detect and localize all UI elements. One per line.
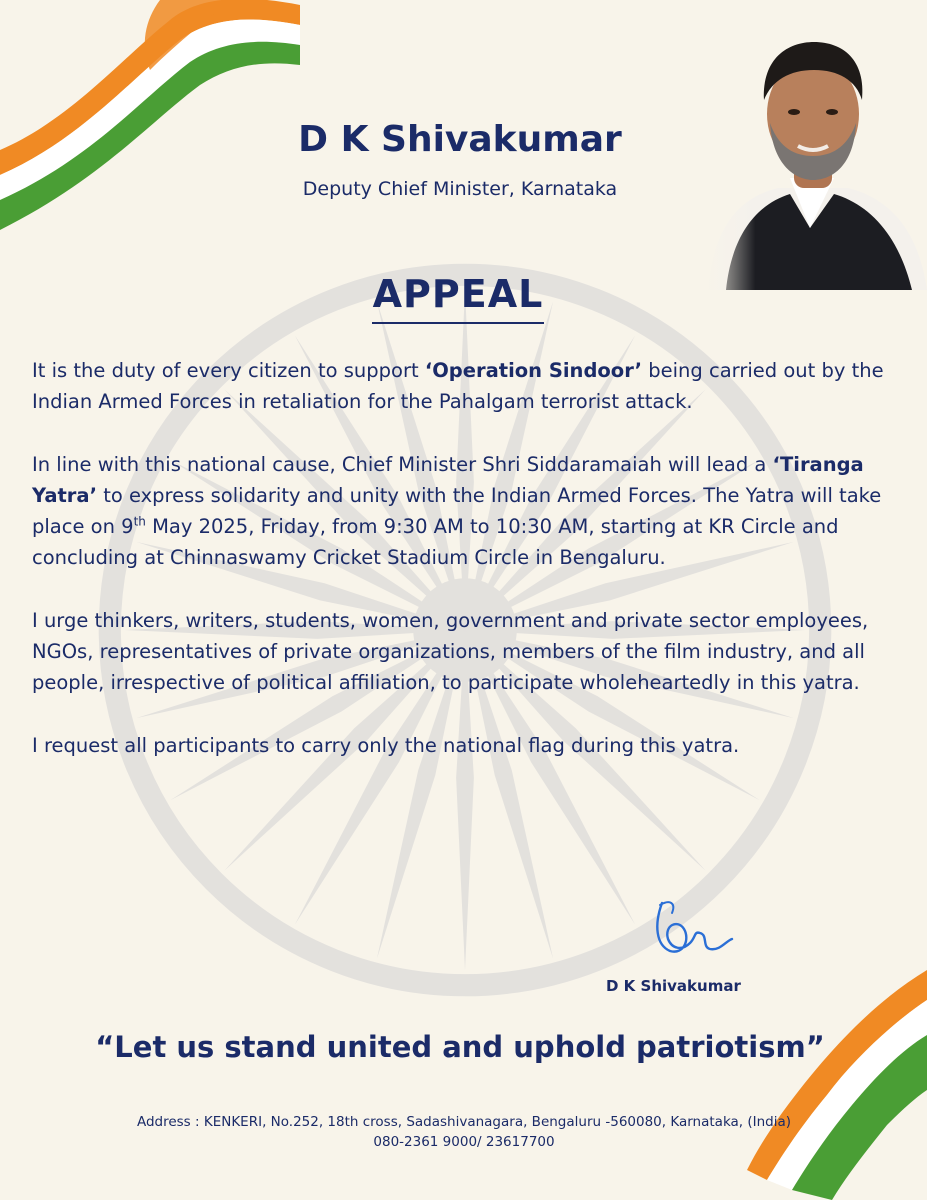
appeal-title: APPEAL [372, 272, 544, 316]
paragraph-2-text-end: May 2025, Friday, from 9:30 AM to 10:30 AM, starting at KR Circle and concluding at Chinnaswamy Cricket Stadium Circle in Bengaluru. [32, 515, 839, 569]
tricolor-ribbon-bottom-right [737, 970, 927, 1200]
footer-address [80, 1112, 848, 1152]
header [225, 118, 695, 202]
paragraph-2-text-mid: to express solidarity and unity with the Indian Armed Forces. The Yatra will take place on 9 [32, 484, 882, 538]
date-ordinal: th [133, 514, 146, 529]
signature-mark [650, 895, 740, 959]
slogan: “Let us stand united and uphold patriotism” [95, 1030, 825, 1064]
signatory-name: D K Shivakumar [606, 977, 741, 995]
paragraph-2-text: In line with this national cause, Chief Minister Shri Siddaramaiah will lead a [32, 453, 773, 476]
paragraph-2 [32, 449, 902, 573]
appeal-underline [372, 322, 544, 324]
appeal-body [32, 355, 902, 793]
operation-sindoor-bold: ‘Operation Sindoor’ [424, 359, 643, 382]
phone-line: 080-2361 9000/ 23617700 [373, 1134, 555, 1150]
tiranga-yatra-bold: ‘Tiranga Yatra’ [32, 453, 864, 507]
paragraph-4: I request all participants to carry only the national flag during this yatra. [32, 734, 740, 757]
designation: Deputy Chief Minister, Karnataka [302, 178, 618, 200]
address-line: Address : KENKERI, No.252, 18th cross, Sadashivanagara, Bengaluru -560080, Karnataka, (India) [136, 1114, 792, 1130]
paragraph-3: I urge thinkers, writers, students, women, government and private sector employees, NGOs, representatives of private organizations, members of the film industry, and all people, irrespective of political affiliation, to participate wholeheartedly in this yatra. [32, 609, 869, 694]
paragraph-1-text: It is the duty of every citizen to support [32, 359, 425, 382]
paragraph-1 [32, 355, 902, 417]
paragraph-1-text-end: being carried out by the Indian Armed Forces in retaliation for the Pahalgam terrorist attack. [32, 359, 884, 413]
portrait-photo [698, 28, 927, 290]
page-title: D K Shivakumar [298, 119, 622, 160]
appeal-heading [363, 270, 553, 324]
